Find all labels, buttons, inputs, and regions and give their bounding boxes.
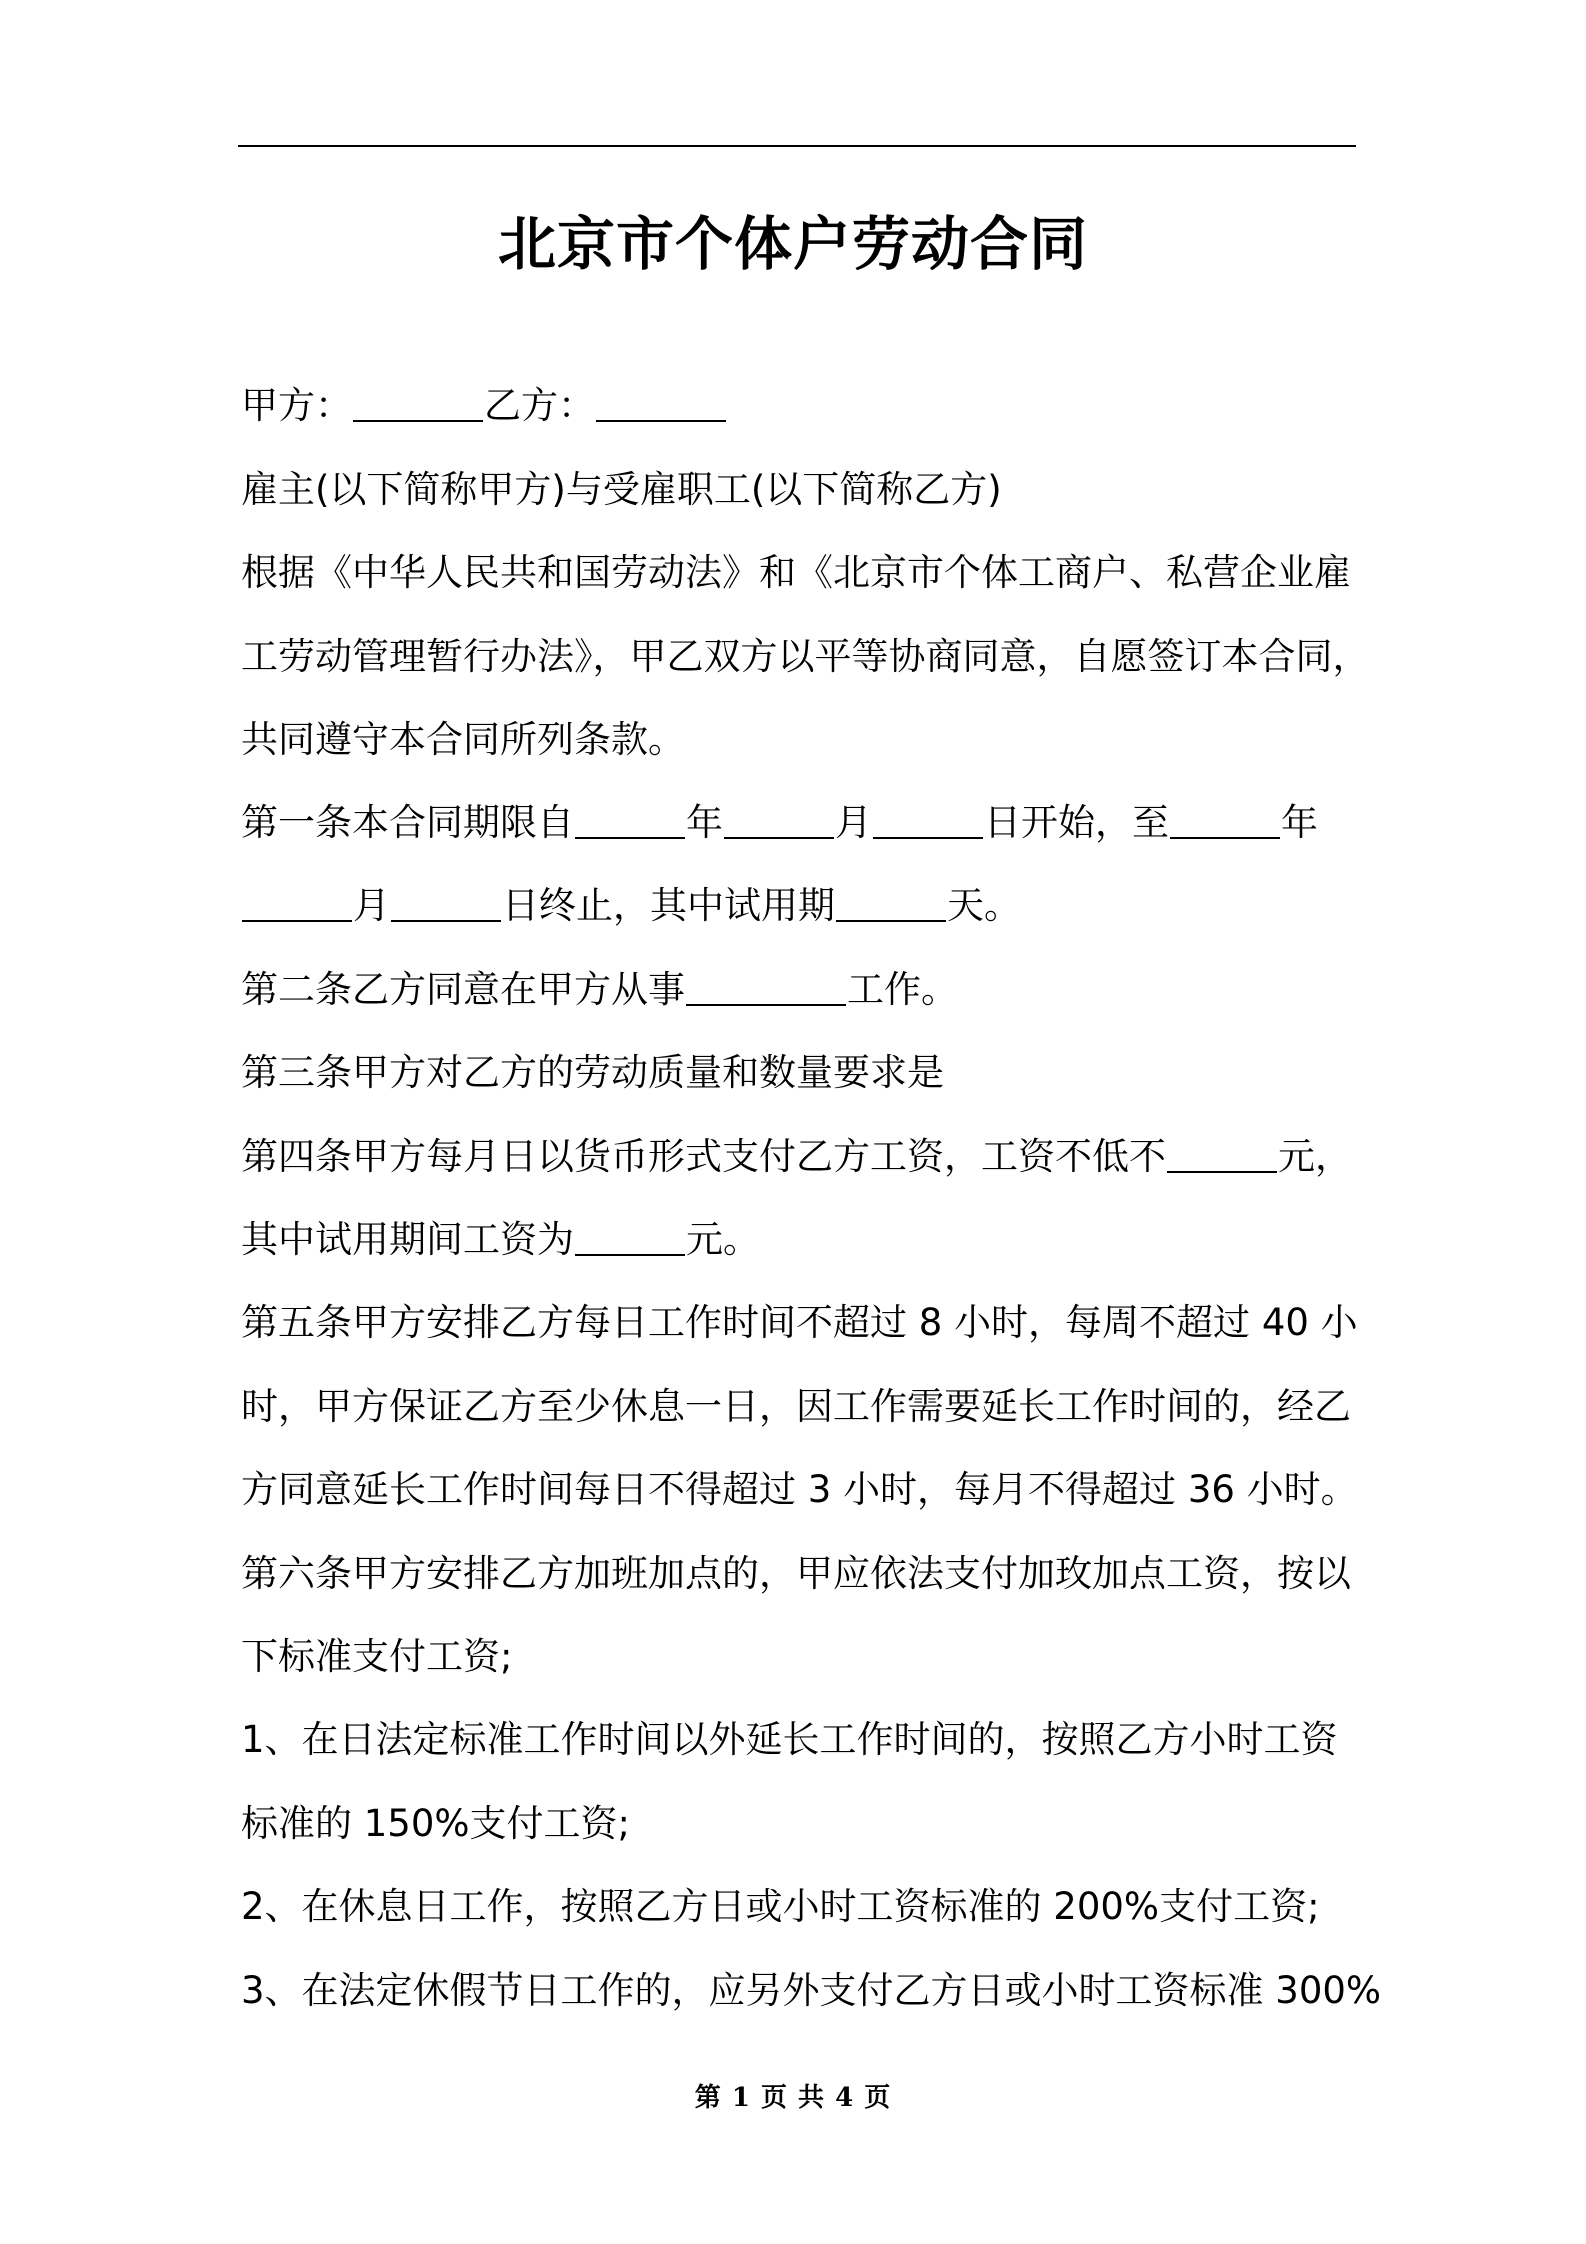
article-2-text: 工作。 — [847, 968, 958, 1011]
party-b-blank[interactable] — [596, 380, 726, 422]
body-line: 时，甲方保证乙方至少休息一日，因工作需要延长工作时间的，经乙 — [241, 1385, 1351, 1428]
party-a-label: 甲方： — [241, 384, 352, 427]
body-line: 3、在法定休假节日工作的，应另外支付乙方日或小时工资标准 300% — [241, 1969, 1382, 2012]
article-1-line-1 — [241, 793, 1318, 853]
article-1-text: 天。 — [947, 884, 1021, 927]
article-1-line-2 — [241, 876, 1021, 936]
parties-line — [241, 376, 727, 436]
intro-line: 根据《中华人民共和国劳动法》和《北京市个体工商户、私营企业雇 — [241, 551, 1351, 594]
start-year-blank[interactable] — [575, 797, 685, 839]
end-year-blank[interactable] — [1170, 797, 1280, 839]
article-2-line — [241, 960, 958, 1020]
body-line: 下标准支付工资; — [241, 1635, 513, 1678]
body-line: 2、在休息日工作，按照乙方日或小时工资标准的 200%支付工资; — [241, 1885, 1320, 1928]
body-line: 方同意延长工作时间每日不得超过 3 小时，每月不得超过 36 小时。 — [241, 1468, 1358, 1511]
wage-blank[interactable] — [1167, 1131, 1277, 1173]
party-a-blank[interactable] — [353, 380, 483, 422]
intro-line: 雇主(以下简称甲方)与受雇职工(以下简称乙方) — [241, 468, 1002, 511]
article-1-text: 月 — [353, 884, 390, 927]
article-1-text: 第一条本合同期限自 — [241, 801, 574, 844]
intro-line: 工劳动管理暂行办法》，甲乙双方以平等协商同意，自愿签订本合同， — [241, 635, 1370, 678]
intro-line: 共同遵守本合同所列条款。 — [241, 718, 685, 761]
document-title: 北京市个体户劳动合同 — [497, 210, 1088, 278]
probation-wage-blank[interactable] — [575, 1214, 685, 1256]
article-1-text: 年 — [1281, 801, 1318, 844]
article-1-text: 日开始，至 — [984, 801, 1169, 844]
page-number-footer: 第 1 页 共 4 页 — [694, 2083, 892, 2113]
start-day-blank[interactable] — [873, 797, 983, 839]
end-day-blank[interactable] — [391, 880, 501, 922]
end-month-blank[interactable] — [242, 880, 352, 922]
article-1-text: 日终止，其中试用期 — [502, 884, 835, 927]
body-line: 第六条甲方安排乙方加班加点的，甲应依法支付加玫加点工资，按以 — [241, 1552, 1351, 1595]
article-2-text: 第二条乙方同意在甲方从事 — [241, 968, 685, 1011]
header-rule — [238, 145, 1356, 147]
probation-days-blank[interactable] — [836, 880, 946, 922]
article-4-text: 元， — [1278, 1135, 1352, 1178]
article-4-text: 其中试用期间工资为 — [241, 1218, 574, 1261]
article-1-text: 年 — [686, 801, 723, 844]
start-month-blank[interactable] — [724, 797, 834, 839]
body-line: 1、在日法定标准工作时间以外延长工作时间的，按照乙方小时工资 — [241, 1718, 1338, 1761]
party-b-label: 乙方： — [484, 384, 595, 427]
job-blank[interactable] — [686, 964, 846, 1006]
article-4-line-2 — [241, 1210, 760, 1270]
article-4-text: 元。 — [686, 1218, 760, 1261]
article-3-line: 第三条甲方对乙方的劳动质量和数量要求是 — [241, 1051, 944, 1094]
body-line: 标准的 150%支付工资; — [241, 1802, 631, 1845]
body-line: 第五条甲方安排乙方每日工作时间不超过 8 小时，每周不超过 40 小 — [241, 1301, 1358, 1344]
article-4-line-1 — [241, 1127, 1352, 1187]
article-1-text: 月 — [835, 801, 872, 844]
article-4-text: 第四条甲方每月日以货币形式支付乙方工资，工资不低不 — [241, 1135, 1166, 1178]
